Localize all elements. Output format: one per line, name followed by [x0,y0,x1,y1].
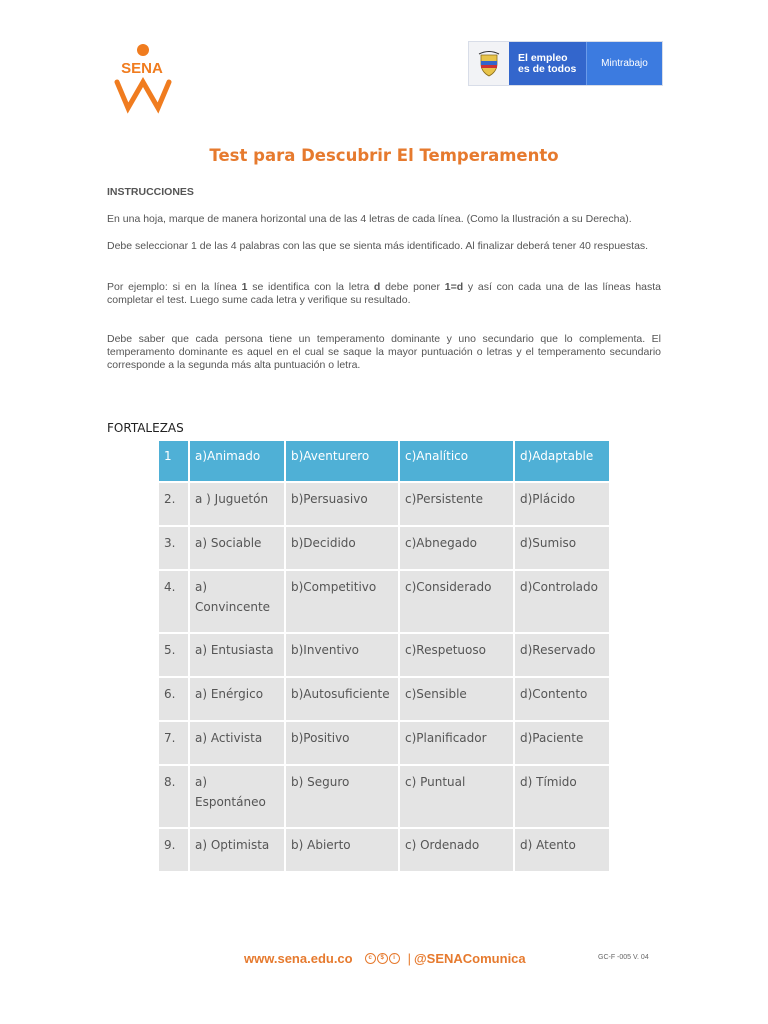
table-cell: c)Considerado [400,571,513,632]
table-cell: a) Optimista [190,829,284,871]
table-cell: d)Reservado [515,634,609,676]
table-cell: d)Paciente [515,722,609,764]
table-cell: a) Enérgico [190,678,284,720]
table-header-row [159,441,609,481]
document-code: GC-F -005 V. 04 [598,954,649,961]
table-cell: a) Activista [190,722,284,764]
table-row [159,483,609,525]
table-cell: c)Sensible [400,678,513,720]
table-cell: c)Persistente [400,483,513,525]
coat-of-arms-icon [469,42,509,85]
section-heading: FORTALEZAS [107,421,184,435]
instruction-paragraph-2: Debe seleccionar 1 de las 4 palabras con las que se sienta más identificado. Al finalizar deberá tener 40 respuestas. [107,240,649,252]
table-row [159,766,609,827]
table-cell: a) Espontáneo [190,766,284,827]
instructions-heading: INSTRUCCIONES [107,186,194,198]
table-header-cell: a)Animado [190,441,284,481]
table-cell: b) Abierto [286,829,398,871]
footer-separator: | [407,951,411,966]
table-cell: 7. [159,722,188,764]
table-cell: b)Decidido [286,527,398,569]
table-row [159,829,609,871]
svg-text:SENA: SENA [121,60,163,77]
table-cell: d)Sumiso [515,527,609,569]
sena-logo [106,42,178,114]
government-banner [468,41,663,86]
footer-handle[interactable]: @SENAComunica [414,951,526,966]
table-header-cell: 1 [159,441,188,481]
footer-url[interactable]: www.sena.edu.co [244,951,353,966]
table-cell: b)Competitivo [286,571,398,632]
table-row [159,571,609,632]
page-title: Test para Descubrir El Temperamento [209,146,559,165]
table-cell: d) Tímido [515,766,609,827]
ministry-label: Mintrabajo [586,42,662,85]
table-cell: a) Entusiasta [190,634,284,676]
footer [244,951,526,966]
table-header-cell: c)Analítico [400,441,513,481]
table-cell: a) Convincente [190,571,284,632]
table-row [159,678,609,720]
table-cell: d) Atento [515,829,609,871]
table-cell: c) Ordenado [400,829,513,871]
table-cell: a ) Juguetón [190,483,284,525]
table-cell: c)Respetuoso [400,634,513,676]
table-row [159,527,609,569]
table-cell: d)Plácido [515,483,609,525]
table-header-cell: d)Adaptable [515,441,609,481]
table-cell: 3. [159,527,188,569]
gov-slogan: El empleo es de todos [509,42,586,85]
table-row [159,634,609,676]
temperament-table [157,439,611,873]
table-cell: 2. [159,483,188,525]
table-cell: 8. [159,766,188,827]
instruction-paragraph-1: En una hoja, marque de manera horizontal una de las 4 letras de cada línea. (Como la Ilustración a su Derecha). [107,213,632,225]
table-cell: c)Planificador [400,722,513,764]
table-row [159,722,609,764]
table-cell: b)Persuasivo [286,483,398,525]
table-cell: b)Autosuficiente [286,678,398,720]
instruction-paragraph-4: Debe saber que cada persona tiene un temperamento dominante y uno secundario que lo complementa. El temperamento dominante es aquel en el cual se saque la mayor puntuación o letras y el temperamento secundario corresponde a la segunda más alta puntuación o letra. [107,333,661,371]
table-cell: b)Positivo [286,722,398,764]
table-cell: c)Abnegado [400,527,513,569]
instruction-paragraph-3: Por ejemplo: si en la línea 1 se identifica con la letra d debe poner 1=d y así con cada una de las líneas hasta completar el test. Luego sume cada letra y verifique su resultado. [107,281,662,306]
table-cell: d)Contento [515,678,609,720]
table-cell: a) Sociable [190,527,284,569]
table-cell: b) Seguro [286,766,398,827]
table-cell: 4. [159,571,188,632]
table-cell: 5. [159,634,188,676]
table-header-cell: b)Aventurero [286,441,398,481]
table-cell: c) Puntual [400,766,513,827]
table-cell: d)Controlado [515,571,609,632]
creative-commons-icon: c $ i [365,953,401,964]
table-cell: b)Inventivo [286,634,398,676]
table-cell: 6. [159,678,188,720]
table-cell: 9. [159,829,188,871]
